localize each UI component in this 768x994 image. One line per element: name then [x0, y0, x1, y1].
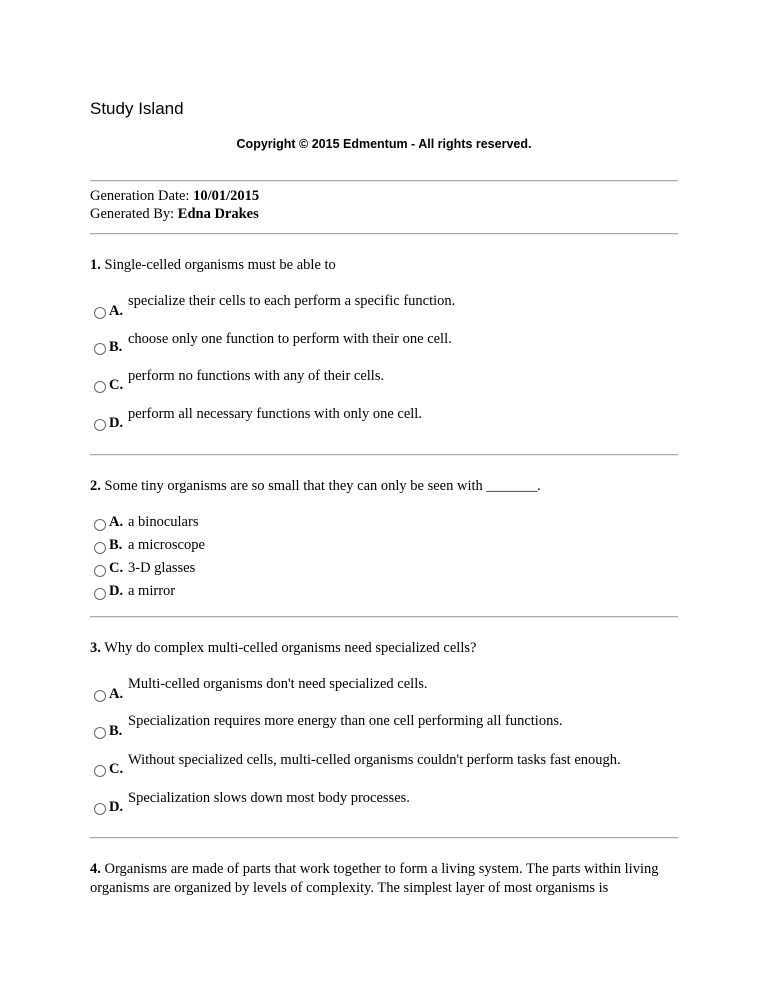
- choice-letter: C.: [109, 377, 124, 393]
- divider: [90, 233, 678, 235]
- question-number: 4.: [90, 861, 101, 877]
- choice-text: 3-D glasses: [128, 560, 196, 576]
- generation-date-label: Generation Date:: [90, 188, 190, 204]
- generated-by-label: Generated By:: [90, 206, 175, 222]
- choice-letter: C.: [109, 761, 124, 777]
- radio-button[interactable]: [94, 690, 106, 702]
- question-4: [90, 860, 678, 898]
- radio-button[interactable]: [94, 565, 106, 577]
- choice-text: Specialization requires more energy than one cell performing all functions.: [128, 713, 563, 729]
- choice-letter: B.: [109, 537, 123, 553]
- question-number: 1.: [90, 257, 101, 273]
- choice-letter: A.: [109, 303, 124, 319]
- radio-button[interactable]: [94, 588, 106, 600]
- choice-letter: A.: [109, 514, 124, 530]
- radio-button[interactable]: [94, 381, 106, 393]
- question-1: [90, 256, 678, 275]
- question-text: Single-celled organisms must be able to: [104, 257, 336, 273]
- choice-letter: B.: [109, 723, 123, 739]
- choice-letter: A.: [109, 686, 124, 702]
- choice-letter: C.: [109, 560, 124, 576]
- question-number: 3.: [90, 640, 101, 656]
- question-3: [90, 639, 678, 658]
- radio-button[interactable]: [94, 419, 106, 431]
- radio-button[interactable]: [94, 727, 106, 739]
- generation-date-value: 10/01/2015: [193, 188, 260, 204]
- choice-text: choose only one function to perform with their one cell.: [128, 331, 452, 347]
- choice-text: Specialization slows down most body processes.: [128, 790, 410, 806]
- divider: [90, 616, 678, 618]
- divider: [90, 180, 678, 182]
- radio-button[interactable]: [94, 542, 106, 554]
- generated-by-value: Edna Drakes: [177, 206, 259, 222]
- choice-letter: D.: [109, 415, 124, 431]
- question-number: 2.: [90, 478, 101, 494]
- choice-letter: B.: [109, 339, 123, 355]
- radio-button[interactable]: [94, 765, 106, 777]
- choice-text: Multi-celled organisms don't need specialized cells.: [128, 676, 428, 692]
- radio-button[interactable]: [94, 519, 106, 531]
- choice-text: specialize their cells to each perform a specific function.: [128, 293, 456, 309]
- choice-text: a microscope: [128, 537, 205, 553]
- generation-date-line: [90, 187, 259, 205]
- divider: [90, 454, 678, 456]
- choice-text: a mirror: [128, 583, 176, 599]
- question-2: [90, 477, 678, 496]
- generated-by-line: [90, 205, 259, 223]
- question-text: Organisms are made of parts that work together to form a living system. The parts within living organisms are organized by levels of complexity. The simplest layer of most organisms is: [90, 861, 659, 896]
- choice-letter: D.: [109, 799, 124, 815]
- copyright-notice: Copyright © 2015 Edmentum - All rights reserved.: [236, 137, 532, 151]
- choice-text: perform no functions with any of their cells.: [128, 368, 385, 384]
- choice-letter: D.: [109, 583, 124, 599]
- page-title: Study Island: [90, 99, 184, 118]
- radio-button[interactable]: [94, 343, 106, 355]
- radio-button[interactable]: [94, 803, 106, 815]
- choice-text: Without specialized cells, multi-celled organisms couldn't perform tasks fast enough.: [128, 752, 621, 768]
- choice-text: perform all necessary functions with only one cell.: [128, 406, 422, 422]
- question-text: Why do complex multi-celled organisms need specialized cells?: [104, 640, 477, 656]
- choice-text: a binoculars: [128, 514, 199, 530]
- radio-button[interactable]: [94, 307, 106, 319]
- divider: [90, 837, 678, 839]
- question-text: Some tiny organisms are so small that they can only be seen with _______.: [104, 478, 541, 494]
